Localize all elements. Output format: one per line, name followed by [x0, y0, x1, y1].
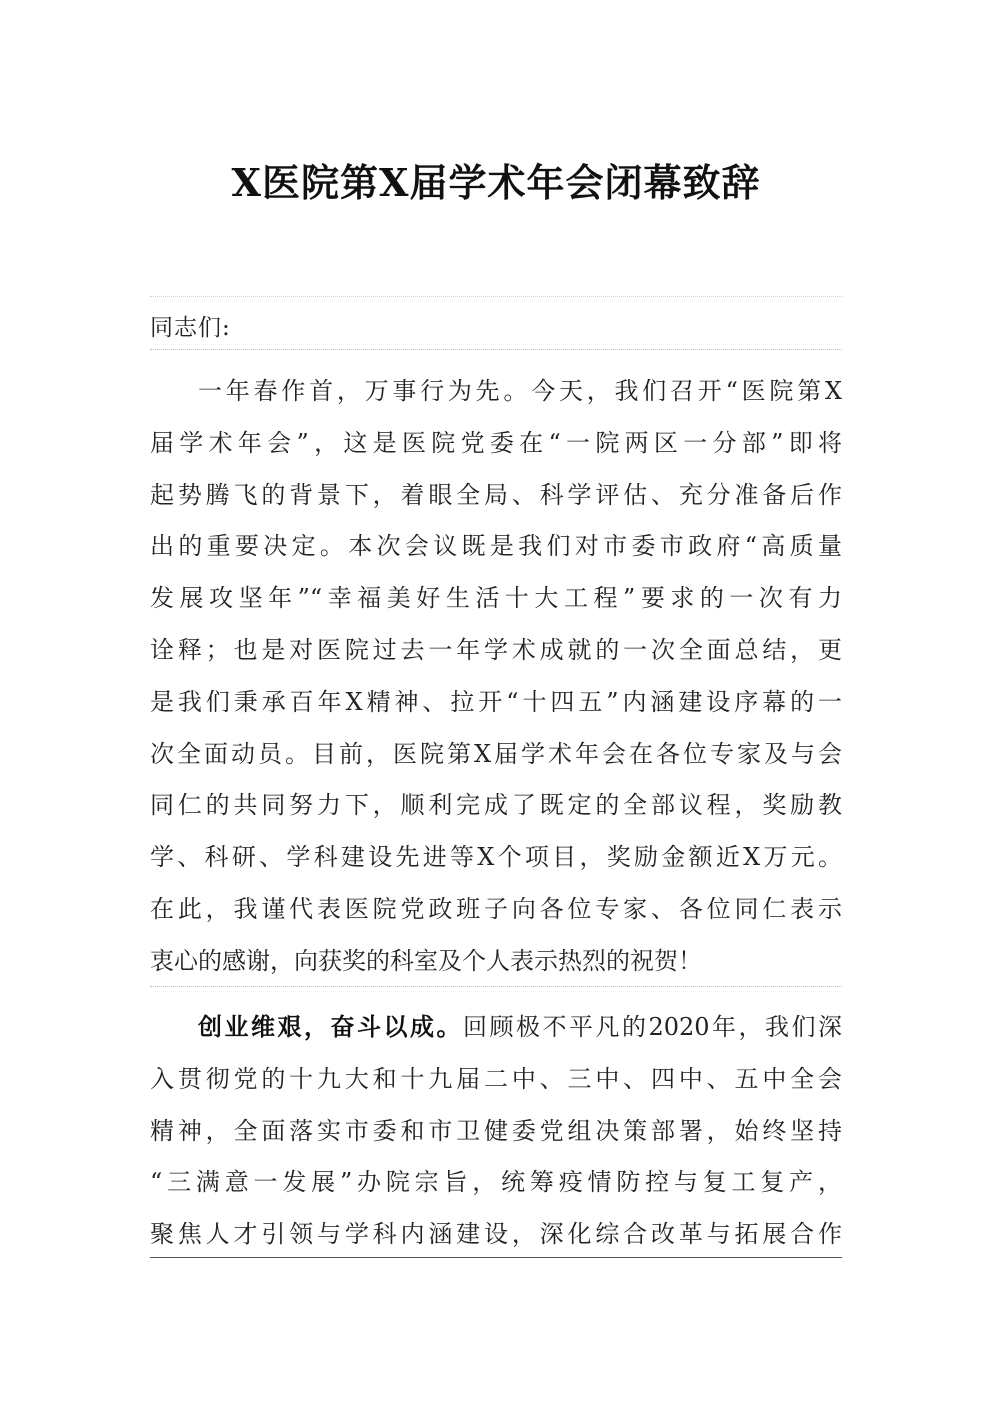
text-line: 发展攻坚年”“幸福美好生活十大工程”要求的一次有力	[150, 573, 842, 625]
text-line: 出的重要决定。本次会议既是我们对市委市政府“高质量	[150, 521, 842, 573]
paragraph-review	[150, 1002, 842, 1261]
document-title: X医院第X届学术年会闭幕致辞	[231, 160, 761, 205]
text-line: 学、科研、学科建设先进等X个项目，奖励金额近X万元。	[150, 832, 842, 884]
text-line: 诠释；也是对医院过去一年学术成就的一次全面总结，更	[150, 625, 842, 677]
salutation-top-rule	[150, 296, 842, 297]
text-line: 入贯彻党的十九大和十九届二中、三中、四中、五中全会	[150, 1054, 842, 1106]
salutation: 同志们:	[150, 315, 231, 341]
text-line-rest: 回顾极不平凡的2020年，我们深	[462, 1013, 842, 1041]
text-line: 次全面动员。目前，医院第X届学术年会在各位专家及与会	[150, 729, 842, 781]
paragraph-separator-rule	[150, 986, 842, 987]
salutation-bottom-rule	[150, 349, 842, 350]
paragraph-opening	[150, 366, 842, 988]
text-line: 同仁的共同努力下，顺利完成了既定的全部议程，奖励教	[150, 780, 842, 832]
text-line: 一年春作首，万事行为先。今天，我们召开“医院第X	[150, 366, 842, 418]
text-line: “三满意一发展”办院宗旨，统筹疫情防控与复工复产，	[150, 1157, 842, 1209]
text-line: 精神，全面落实市委和市卫健委党组决策部署，始终坚持	[150, 1106, 842, 1158]
page-bottom-rule	[150, 1257, 842, 1258]
text-line: 聚焦人才引领与学科内涵建设，深化综合改革与拓展合作	[150, 1209, 842, 1261]
text-line: 起势腾飞的背景下，着眼全局、科学评估、充分准备后作	[150, 470, 842, 522]
text-line: 是我们秉承百年X精神、拉开“十四五”内涵建设序幕的一	[150, 677, 842, 729]
text-line: 届学术年会”，这是医院党委在“一院两区一分部”即将	[150, 418, 842, 470]
text-line	[150, 1002, 842, 1054]
text-line: 在此，我谨代表医院党政班子向各位专家、各位同仁表示	[150, 884, 842, 936]
text-line: 衷心的感谢，向获奖的科室及个人表示热烈的祝贺！	[150, 946, 702, 975]
paragraph-lead-heading: 创业维艰，奋斗以成。	[198, 1013, 463, 1041]
